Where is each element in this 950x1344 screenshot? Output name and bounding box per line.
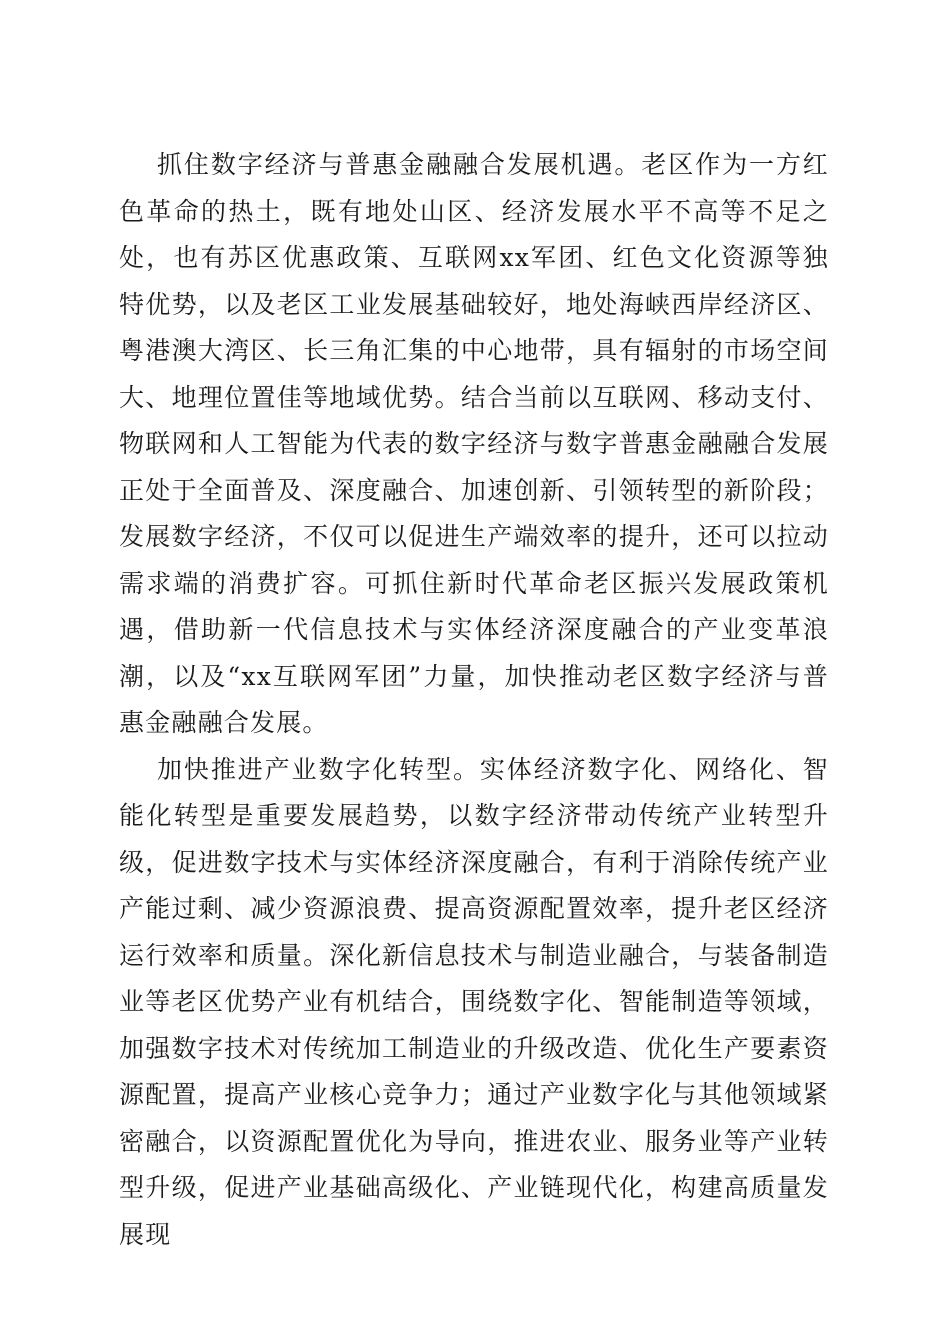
paragraph-digital-economy-opportunity: 抓住数字经济与普惠金融融合发展机遇。老区作为一方红色革命的热土，既有地处山区、经济发展水平不高等不足之处，也有苏区优惠政策、互联网xx军团、红色文化资源等独特优势，以及老区工业发展基础较好，地处海峡西岸经济区、粤港澳大湾区、长三角汇集的中心地带，具有辐射的市场空间大、地理位置佳等地域优势。结合当前以互联网、移动支付、物联网和人工智能为代表的数字经济与数字普惠金融融合发展正处于全面普及、深度融合、加速创新、引领转型的新阶段；发展数字经济，不仅可以促进生产端效率的提升，还可以拉动需求端的消费扩容。可抓住新时代革命老区振兴发展政策机遇，借助新一代信息技术与实体经济深度融合的产业变革浪潮，以及“xx互联网军团”力量，加快推动老区数字经济与普惠金融融合发展。 bbox=[119, 150, 829, 737]
body-text bbox=[119, 142, 829, 1258]
paragraph-industrial-digital-transformation: 加快推进产业数字化转型。实体经济数字化、网络化、智能化转型是重要发展趋势，以数字经济带动传统产业转型升级，促进数字技术与实体经济深度融合，有利于消除传统产业产能过剩、减少资源浪费、提高资源配置效率，提升老区经济运行效率和质量。深化新信息技术与制造业融合，与装备制造业等老区优势产业有机结合，围绕数字化、智能制造等领域，加强数字技术对传统加工制造业的升级改造、优化生产要素资源配置，提高产业核心竞争力；通过产业数字化与其他领域紧密融合，以资源配置优化为导向，推进农业、服务业等产业转型升级，促进产业基础高级化、产业链现代化，构建高质量发展现 bbox=[119, 754, 829, 1249]
